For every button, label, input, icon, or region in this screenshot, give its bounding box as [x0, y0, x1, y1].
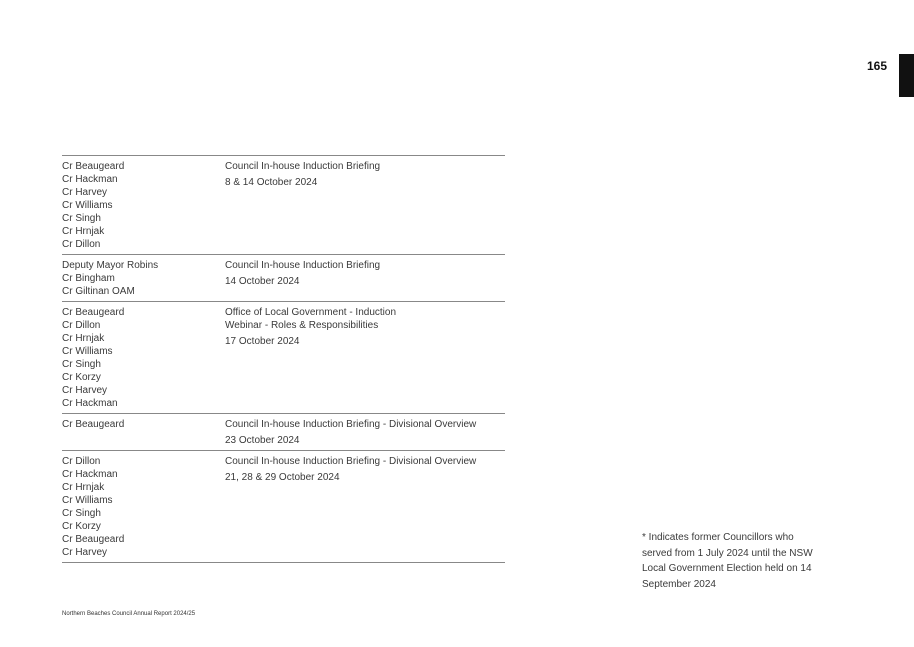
page-tab-marker: [899, 54, 914, 97]
councillor-name: Cr Dillon: [62, 239, 101, 250]
event-date: 23 October 2024: [225, 435, 300, 446]
councillor-name: Cr Korzy: [62, 372, 101, 383]
event-details: [225, 259, 505, 298]
page-number: 165: [866, 59, 887, 73]
councillor-training-table: [62, 155, 505, 563]
event-title: Council In-house Induction Briefing - Divisional Overview: [225, 456, 477, 467]
councillor-name: Cr Williams: [62, 495, 113, 506]
table-row: [62, 451, 505, 563]
event-title: Council In-house Induction Briefing: [225, 161, 381, 172]
councillor-name: Cr Beaugeard: [62, 307, 125, 318]
councillor-name: Cr Singh: [62, 508, 101, 519]
councillor-name: Cr Hrnjak: [62, 226, 105, 237]
event-date: 17 October 2024: [225, 336, 300, 347]
councillor-name: Cr Singh: [62, 359, 101, 370]
event-date: 21, 28 & 29 October 2024: [225, 472, 340, 483]
councillor-name: Cr Hackman: [62, 469, 118, 480]
event-title: Council In-house Induction Briefing: [225, 260, 381, 271]
event-details: [225, 455, 505, 559]
councillor-name: Cr Williams: [62, 200, 113, 211]
councillor-name: Cr Beaugeard: [62, 534, 125, 545]
report-footer: Northern Beaches Council Annual Report 2024/25: [62, 611, 196, 617]
councillor-names: [62, 160, 225, 251]
councillor-names: [62, 306, 225, 410]
event-details: [225, 306, 505, 410]
councillor-name: Cr Dillon: [62, 320, 101, 331]
councillor-name: Cr Williams: [62, 346, 113, 357]
councillor-name: Cr Dillon: [62, 456, 101, 467]
event-title: Council In-house Induction Briefing - Divisional Overview: [225, 419, 477, 430]
event-date: 8 & 14 October 2024: [225, 177, 318, 188]
councillor-name: Cr Hrnjak: [62, 333, 105, 344]
event-date: 14 October 2024: [225, 276, 300, 287]
table-row: [62, 255, 505, 302]
councillor-name: Cr Singh: [62, 213, 101, 224]
councillor-name: Cr Giltinan OAM: [62, 286, 135, 297]
councillor-names: [62, 259, 225, 298]
event-details: [225, 160, 505, 251]
table-row: [62, 156, 505, 255]
table-row: [62, 302, 505, 414]
table-row: [62, 414, 505, 451]
event-details: [225, 418, 505, 447]
councillor-name: Cr Bingham: [62, 273, 115, 284]
councillor-names: [62, 455, 225, 559]
councillor-name: Cr Beaugeard: [62, 419, 125, 430]
councillor-name: Cr Harvey: [62, 547, 108, 558]
councillor-name: Cr Beaugeard: [62, 161, 125, 172]
councillor-name: Deputy Mayor Robins: [62, 260, 159, 271]
councillor-name: Cr Korzy: [62, 521, 101, 532]
former-councillors-footnote: * Indicates former Councillors who served from 1 July 2024 until the NSW Local Government Election held on 14 September 2024: [642, 532, 813, 590]
event-title: Office of Local Government - Induction Webinar - Roles & Responsibilities: [225, 307, 397, 331]
councillor-name: Cr Hrnjak: [62, 482, 105, 493]
councillor-names: [62, 418, 225, 447]
councillor-name: Cr Harvey: [62, 385, 108, 396]
councillor-name: Cr Hackman: [62, 398, 118, 409]
councillor-name: Cr Harvey: [62, 187, 108, 198]
councillor-name: Cr Hackman: [62, 174, 118, 185]
